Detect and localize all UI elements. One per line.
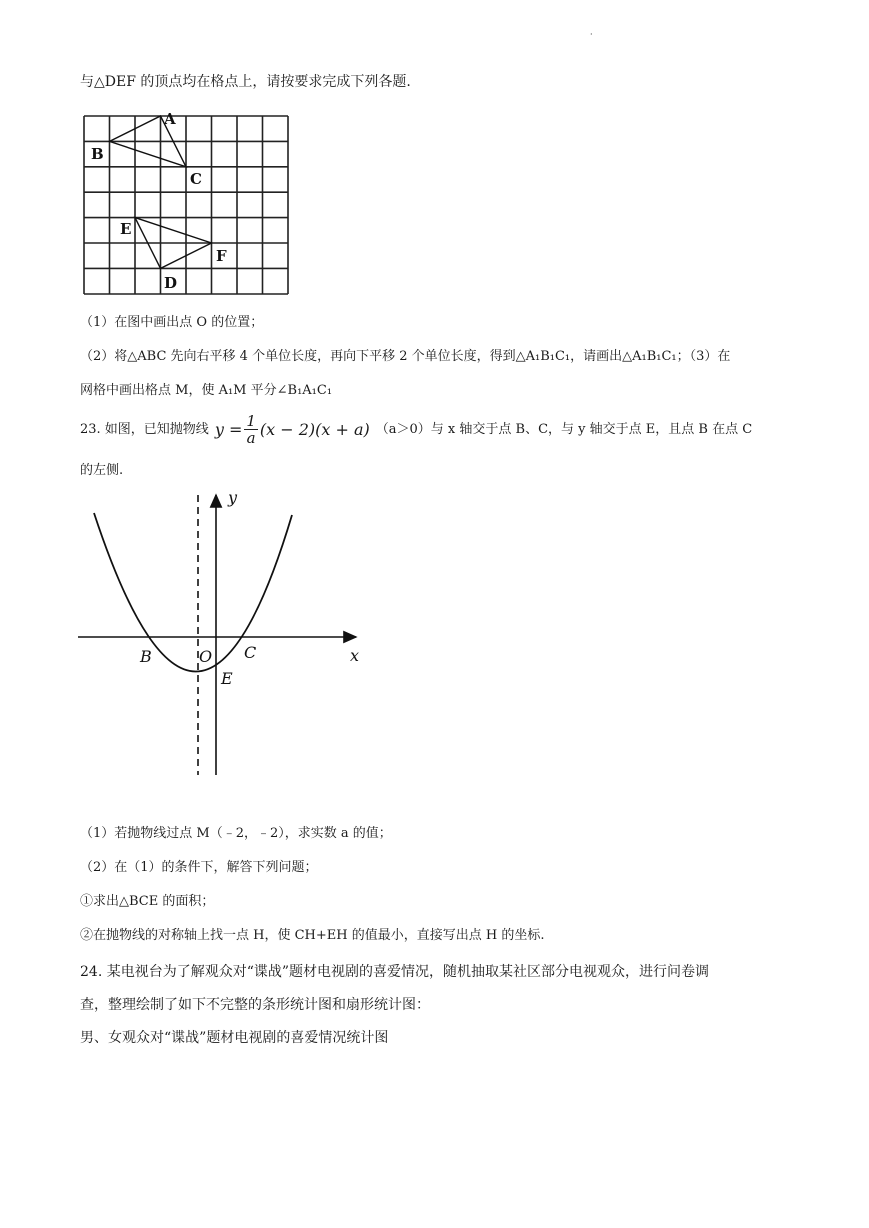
label-d: D (164, 274, 178, 292)
grid-figure (80, 108, 295, 300)
q23-suffix2: 的左侧. (80, 463, 124, 478)
q23-frac-den: a (246, 429, 256, 447)
label-e: E (221, 669, 233, 688)
q23-fraction (244, 413, 258, 446)
q23-part1: （1）若抛物线过点 M（﹣2，﹣2），求实数 a 的值； (80, 826, 392, 841)
q24-line3: 男、女观众对“谍战”题材电视剧的喜爱情况统计图 (80, 1030, 389, 1046)
label-a: A (164, 110, 176, 128)
q23-prefix: 23. 如图，已知抛物线 (80, 421, 209, 437)
q23-eq-lhs: y = (214, 419, 243, 439)
parabola-graph (70, 485, 370, 780)
q23-sub1: ①求出△BCE 的面积； (80, 894, 215, 909)
q24-line1: 24. 某电视台为了解观众对“谍战”题材电视剧的喜爱情况，随机抽取某社区部分电视观众，进行问卷调 (80, 964, 710, 980)
q22-part3: 网格中画出格点 M，使 A₁M 平分∠B₁A₁C₁ (80, 383, 333, 398)
label-b: B (140, 647, 152, 666)
label-e: E (120, 220, 132, 238)
label-f: F (216, 247, 227, 265)
intro-text: 与△DEF 的顶点均在格点上，请按要求完成下列各题. (80, 74, 411, 90)
q23-eq-rhs: (x − 2)(x + a) (259, 419, 370, 439)
q23-part2: （2）在（1）的条件下，解答下列问题； (80, 860, 318, 875)
label-o: O (199, 647, 213, 666)
q23-frac-num: 1 (246, 412, 256, 430)
q22-part2: （2）将△ABC 先向右平移 4 个单位长度，再向下平移 2 个单位长度，得到△A₁B₁C₁，请画出△A₁B₁C₁；（3）在 (80, 349, 731, 364)
label-x: x (350, 646, 360, 665)
q24-line2: 查，整理绘制了如下不完整的条形统计图和扇形统计图： (80, 997, 430, 1013)
q23-sub2: ②在抛物线的对称轴上找一点 H，使 CH+EH 的值最小，直接写出点 H 的坐标. (80, 928, 545, 943)
header-mark: · (590, 30, 593, 39)
q23-suffix: （a＞0）与 x 轴交于点 B、C，与 y 轴交于点 E，且点 B 在点 C (375, 421, 753, 437)
label-b: B (91, 145, 104, 163)
label-y: y (228, 488, 238, 507)
label-c: C (244, 643, 257, 662)
parabola-curve (94, 513, 292, 672)
q22-part1: （1）在图中画出点 O 的位置； (80, 315, 264, 330)
label-c: C (190, 170, 202, 188)
q23-statement (80, 413, 752, 446)
